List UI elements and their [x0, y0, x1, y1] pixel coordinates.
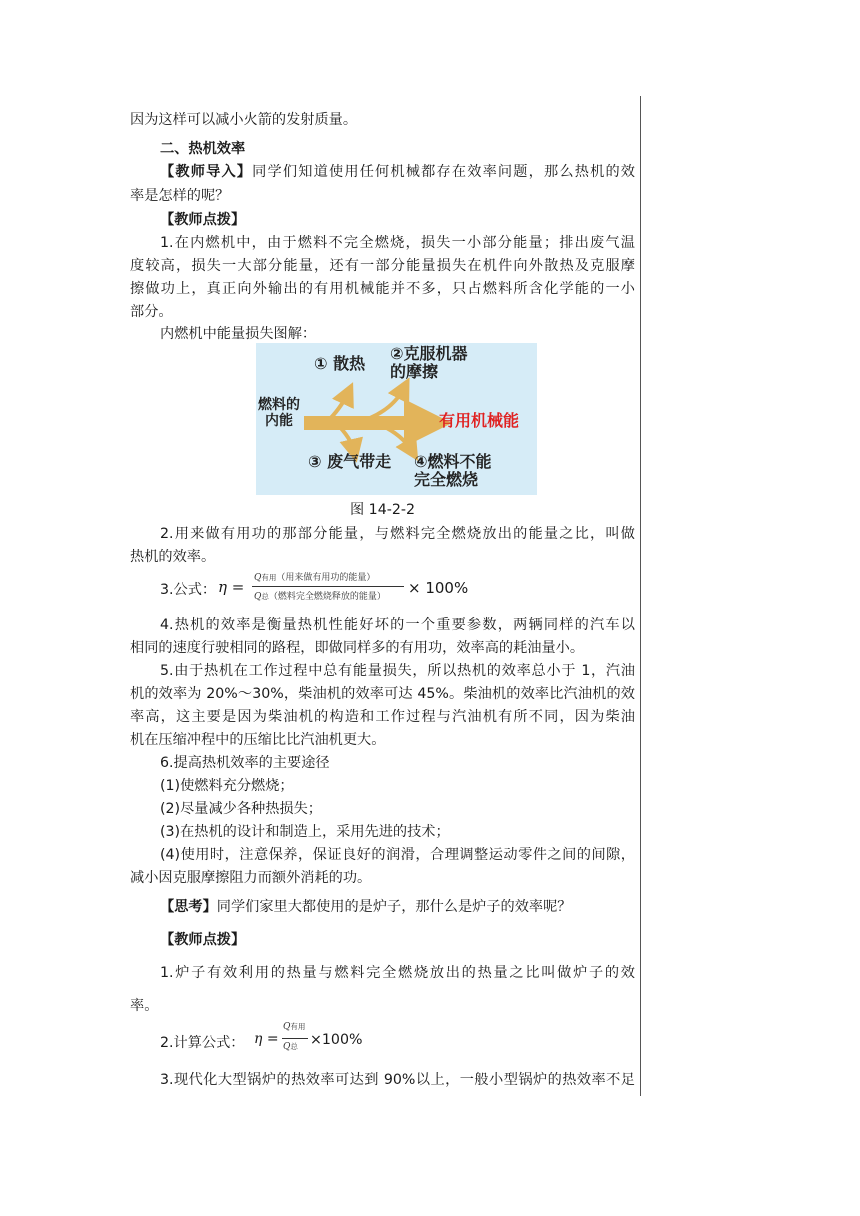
text-line: 内燃机中能量损失图解： — [160, 326, 317, 342]
text-line: 因为这样可以减小火箭的发射质量。 — [130, 112, 358, 128]
text-line: 部分。 — [130, 304, 173, 320]
fraction-bar — [252, 586, 404, 587]
section-heading: 二、热机效率 — [160, 141, 246, 157]
text-line: 4.热机的效率是衡量热机性能好坏的一个重要参数，两辆同样的汽车以 — [160, 617, 635, 633]
energy-loss-diagram — [256, 343, 537, 495]
denominator: Q总 — [283, 1042, 298, 1052]
text-line: 3.现代化大型锅炉的热效率可达到 90%以上，一般小型锅炉的热效率不足 — [160, 1072, 635, 1088]
teacher-guide-heading: 【教师点拨】 — [160, 932, 246, 948]
figure-caption: 图 14-2-2 — [349, 502, 416, 518]
numerator: Q有用（用来做有用功的能量） — [254, 573, 376, 583]
text-line: 度较高，损失一大部分能量，还有一部分能量损失在机件向外散热及克服摩 — [130, 258, 635, 274]
table-border-line — [640, 96, 641, 1096]
list-item: (1)使燃料充分燃烧； — [160, 778, 294, 794]
text-line: 率高，这主要是因为柴油机的构造和工作过程与汽油机有所不同，因为柴油 — [130, 709, 635, 725]
text-line — [160, 895, 635, 919]
loss-exhaust-label: ③ 废气带走 — [308, 452, 392, 471]
intro-text: 同学们知道使用任何机械都存在效率问题，那么热机的效 — [252, 164, 635, 180]
teacher-guide-heading: 【教师点拨】 — [160, 212, 246, 228]
text-line: 率是怎样的呢？ — [130, 188, 230, 204]
eta-symbol: η = — [254, 1031, 279, 1047]
fraction-bar — [282, 1038, 308, 1039]
text-line: 擦做功上，真正向外输出的有用机械能并不多，只占燃料所含化学能的一小 — [130, 281, 635, 297]
loss-heat-label: ① 散热 — [314, 354, 366, 373]
text-line: 率。 — [130, 998, 159, 1014]
text-line: 5.由于热机在工作过程中总有能量损失，所以热机的效率总小于 1，汽油 — [160, 663, 635, 679]
formula-prefix: 2.计算公式： — [160, 1035, 245, 1051]
formula-suffix: ×100% — [310, 1032, 363, 1048]
text-line — [160, 160, 635, 184]
list-item: (3)在热机的设计和制造上，采用先进的技术； — [160, 824, 450, 840]
text-line: 1.在内燃机中，由于燃料不完全燃烧，损失一小部分能量；排出废气温 — [160, 235, 635, 251]
think-text: 同学们家里大都使用的是炉子，那什么是炉子的效率呢？ — [216, 899, 572, 915]
text-line: 2.用来做有用功的那部分能量，与燃料完全燃烧放出的能量之比，叫做 — [160, 526, 635, 542]
text-line: 机在压缩冲程中的压缩比比汽油机更大。 — [130, 732, 386, 748]
text-line: 相同的速度行驶相同的路程，即做同样多的有用功，效率高的耗油量小。 — [130, 640, 585, 656]
denominator: Q总（燃料完全燃烧释放的能量） — [254, 592, 386, 602]
loss-friction-label: ②克服机器 的摩擦 — [390, 344, 468, 382]
intro-tag: 【教师导入】 — [160, 164, 253, 180]
text-line: 热机的效率。 — [130, 549, 216, 565]
numerator: Q有用 — [283, 1022, 306, 1032]
eta-symbol: η = — [218, 578, 245, 596]
text-line: 减小因克服摩擦阻力而额外消耗的功。 — [130, 870, 372, 886]
formula-prefix: 3.公式： — [160, 582, 217, 598]
list-item: (4)使用时，注意保养，保证良好的润滑，合理调整运动零件之间的间隙， — [160, 847, 635, 863]
text-line: 机的效率为 20%～30%，柴油机的效率可达 45%。柴油机的效率比汽油机的效 — [130, 686, 635, 702]
text-line: 6.提高热机效率的主要途径 — [160, 755, 330, 771]
list-item: (2)尽量减少各种热损失； — [160, 801, 322, 817]
think-tag: 【思考】 — [160, 899, 217, 915]
useful-energy-label: 有用机械能 — [439, 411, 520, 430]
text-line: 1.炉子有效利用的热量与燃料完全燃烧放出的热量之比叫做炉子的效 — [160, 965, 635, 981]
loss-incomplete-label: ④燃料不能 完全燃烧 — [414, 452, 492, 490]
fuel-energy-label: 燃料的 内能 — [258, 397, 300, 430]
formula-suffix: × 100% — [408, 579, 469, 597]
